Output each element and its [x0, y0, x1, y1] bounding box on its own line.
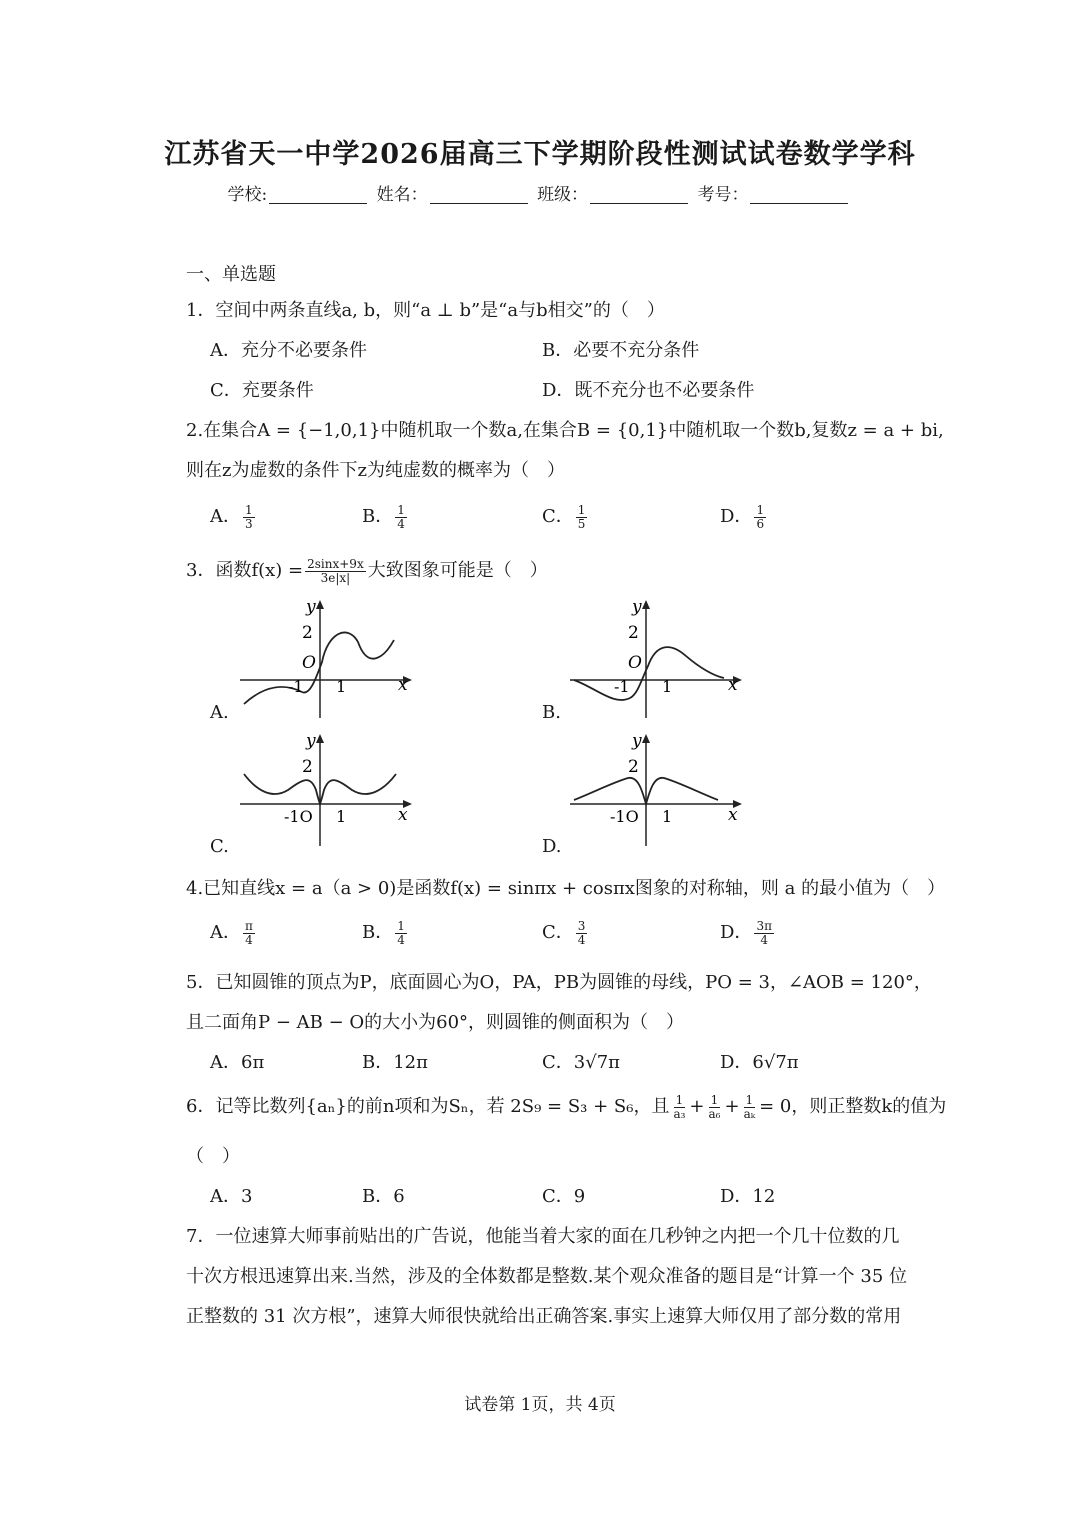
- question-7-line-1: 7．一位速算大师事前贴出的广告说，他能当着大家的面在几秒钟之内把一个几十位数的几: [186, 1226, 900, 1247]
- question-3-stem: 3．函数f(x) = $\frac{2\sin x+9x}{3e|x|}$ 大致图象可能是（ ）: [186, 556, 548, 585]
- question-6-line-2: （ ）: [186, 1146, 240, 1167]
- q1-option-a: A．充分不必要条件: [210, 340, 367, 361]
- q2-option-d: D． $\frac{1}{6}$: [720, 502, 765, 531]
- question-7-line-3: 正整数的 31 次方根”，速算大师很快就给出正确答案.事实上速算大师仅用了部分数的常用: [186, 1306, 902, 1327]
- q4-option-c: C． $\frac{3}{4}$: [542, 918, 586, 947]
- q1-option-b: B．必要不充分条件: [542, 340, 700, 361]
- svg-text:x: x: [398, 675, 408, 695]
- svg-text:2: 2: [628, 623, 639, 643]
- graph-d: [566, 730, 746, 854]
- svg-text:O: O: [628, 653, 642, 673]
- school-label: 学校:: [227, 185, 268, 205]
- svg-text:2: 2: [628, 757, 639, 777]
- svg-text:-1O: -1O: [610, 807, 639, 826]
- svg-text:y: y: [632, 597, 642, 617]
- svg-text:y: y: [632, 731, 642, 751]
- q2-option-a: A． $\frac{1}{3}$: [210, 502, 253, 531]
- graph-c: [236, 730, 416, 854]
- svg-text:1: 1: [662, 677, 673, 696]
- name-blank: [430, 185, 528, 204]
- q4-option-a: A． $\frac{\pi}{4}$: [210, 918, 253, 947]
- class-label: 班级：: [537, 185, 589, 205]
- q2-option-b: B． $\frac{1}{4}$: [362, 502, 405, 531]
- name-label: 姓名：: [376, 185, 428, 205]
- svg-text:y: y: [306, 597, 316, 617]
- page-footer: 试卷第 1页，共 4页: [464, 1395, 616, 1415]
- q1-option-c: C．充要条件: [210, 380, 314, 401]
- graph-a-label: A.: [210, 702, 229, 723]
- question-7-line-2: 十次方根迅速算出来.当然，涉及的全体数都是整数.某个观众准备的题目是“计算一个 35 位: [186, 1266, 907, 1287]
- q6-option-a: A．3: [210, 1186, 253, 1207]
- question-2-line-2: 则在z为虚数的条件下z为纯虚数的概率为（ ）: [186, 460, 565, 481]
- svg-text:x: x: [398, 805, 408, 825]
- question-5-line-1: 5．已知圆锥的顶点为P，底面圆心为O，PA，PB为圆锥的母线，PO = 3，∠AOB = 120°，: [186, 972, 932, 993]
- graph-b: [566, 596, 746, 720]
- svg-text:x: x: [728, 675, 738, 695]
- exam-title: 江苏省天一中学2026届高三下学期阶段性测试试卷数学学科: [164, 139, 916, 170]
- svg-text:1: 1: [662, 807, 673, 826]
- svg-text:y: y: [306, 731, 316, 751]
- graph-d-label: D.: [542, 836, 562, 857]
- graph-c-label: C.: [210, 836, 229, 857]
- question-2-line-1: 2.在集合A = {−1,0,1}中随机取一个数a,在集合B = {0,1}中随机取一个数b,复数z = a + bi,: [186, 420, 944, 441]
- q6-option-c: C．9: [542, 1186, 586, 1207]
- svg-text:-1: -1: [614, 677, 630, 696]
- q5-option-c: C．3√7π: [542, 1052, 620, 1073]
- q4-option-d: D． $\frac{3\pi}{4}$: [720, 918, 772, 947]
- q4-option-b: B． $\frac{1}{4}$: [362, 918, 405, 947]
- question-5-line-2: 且二面角P − AB − O的大小为60°，则圆锥的侧面积为（ ）: [186, 1012, 685, 1033]
- question-4-stem: 4.已知直线x = a（a > 0)是函数f(x) = sinπx + cosπx图象的对称轴，则 a 的最小值为（ ）: [186, 878, 946, 899]
- q6-option-b: B．6: [362, 1186, 405, 1207]
- q6-option-d: D．12: [720, 1186, 776, 1207]
- svg-text:x: x: [728, 805, 738, 825]
- svg-text:1: 1: [336, 677, 347, 696]
- student-info-line: [0, 180, 1080, 205]
- exam-number-blank: [750, 185, 848, 204]
- svg-text:O: O: [302, 653, 316, 673]
- q1-option-d: D．既不充分也不必要条件: [542, 380, 755, 401]
- question-1-stem: 1．空间中两条直线a, b，则“a ⊥ b”是“a与b相交”的（ ）: [186, 300, 665, 321]
- question-6-line-1: 6．记等比数列{aₙ}的前n项和为Sₙ，若 2S₉ = S₃ + S₆，且 $\frac{1}{\text{a₃}}$ + $\frac{1}{\text{a₆}}$ + $\frac{1}{\text{aₖ}}$ = 0，则正整数k的值为: [186, 1092, 947, 1121]
- q5-option-b: B．12π: [362, 1052, 428, 1073]
- svg-text:2: 2: [302, 623, 313, 643]
- school-blank: [269, 185, 367, 204]
- q5-option-d: D．6√7π: [720, 1052, 799, 1073]
- svg-text:1: 1: [336, 807, 347, 826]
- section-heading: 一、单选题: [186, 264, 276, 285]
- svg-text:-1: -1: [288, 677, 304, 696]
- graph-a: [236, 596, 416, 720]
- class-blank: [590, 185, 688, 204]
- svg-text:-1O: -1O: [284, 807, 313, 826]
- exam-number-label: 考号：: [697, 185, 749, 205]
- q5-option-a: A．6π: [210, 1052, 265, 1073]
- graph-b-label: B.: [542, 702, 561, 723]
- q2-option-c: C． $\frac{1}{5}$: [542, 502, 586, 531]
- svg-text:2: 2: [302, 757, 313, 777]
